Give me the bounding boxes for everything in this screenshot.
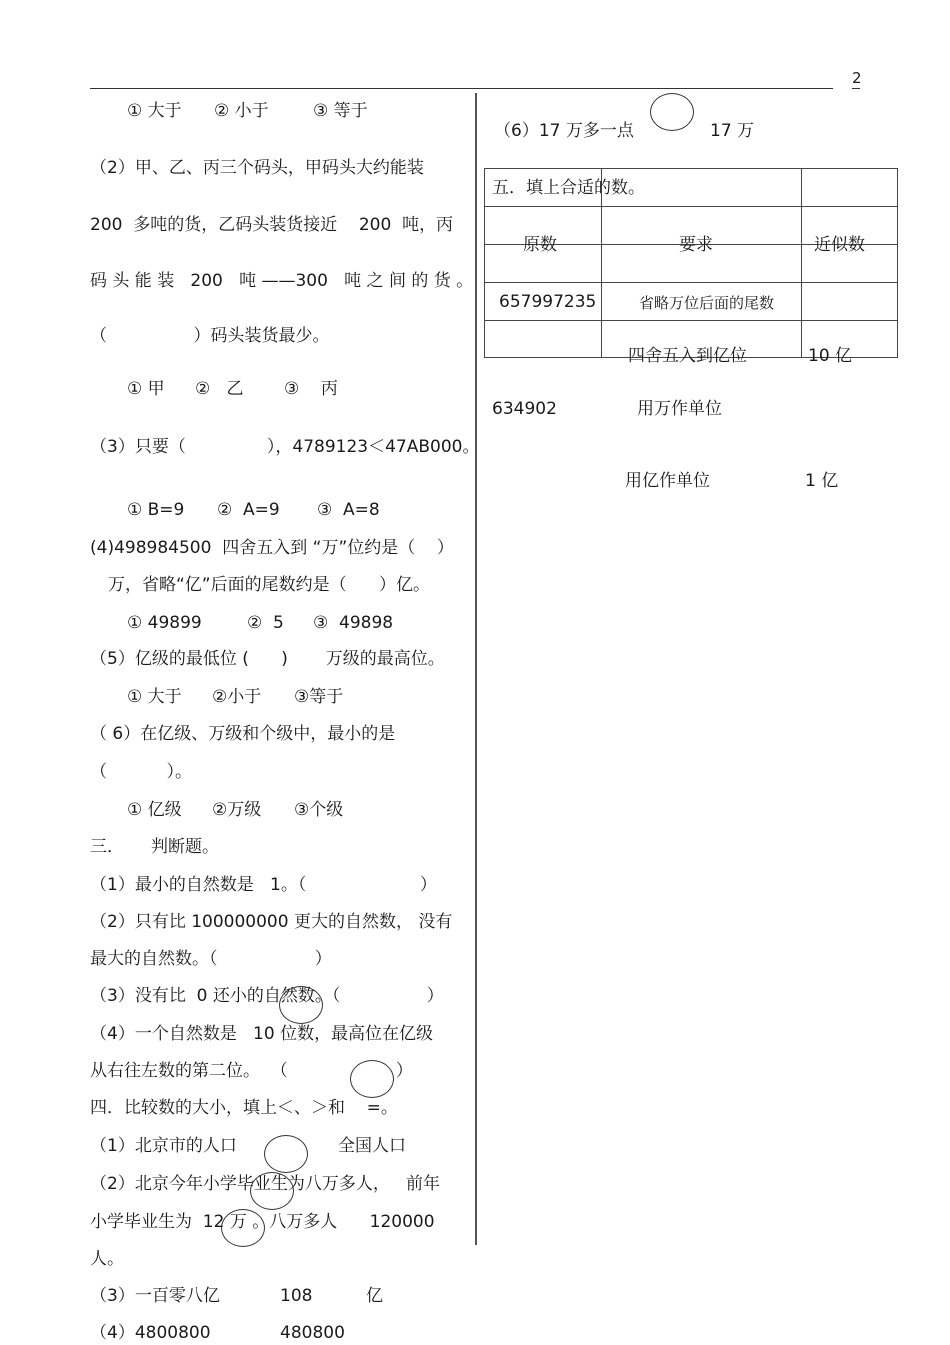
table-header-original: 原数	[523, 235, 557, 255]
table-cell-requirement: 四舍五入到亿位	[628, 346, 747, 366]
table-header-approx: 近似数	[814, 235, 865, 255]
q6-option-3: ③个级	[294, 800, 344, 820]
q1-option-1: ① 大于	[127, 101, 182, 121]
answer-circle[interactable]	[250, 1172, 294, 1210]
q1-option-2: ② 小于	[214, 101, 269, 121]
compare-3-mid: 108	[280, 1286, 313, 1306]
answer-circle[interactable]	[650, 93, 694, 131]
answer-circle[interactable]	[264, 1135, 308, 1173]
page-number-underline	[852, 88, 860, 89]
compare-4-left: （4）4800800	[90, 1323, 211, 1343]
q2-option-1: ① 甲	[127, 379, 165, 399]
q6-option-2: ②万级	[212, 800, 262, 820]
judge-4-line-1: （4）一个自然数是 10 位数，最高位在亿级	[90, 1024, 434, 1044]
compare-4-right: 480800	[280, 1323, 345, 1343]
table-rule	[484, 282, 898, 283]
compare-2-line-1: （2）北京今年小学毕业生为八万多人， 前年	[90, 1174, 441, 1194]
judge-4-line-2: 从右往左数的第二位。 （ ）	[90, 1061, 413, 1081]
header-rule	[90, 88, 833, 89]
compare-2-line-2: 小学毕业生为 12 万 。八万多人 120000	[90, 1212, 435, 1232]
q6-right-left: （6）17 万多一点	[494, 121, 634, 141]
q3-option-1: ① B=9	[127, 500, 185, 520]
section-5-title: 五．填上合适的数。	[492, 178, 645, 198]
table-rule	[897, 168, 898, 358]
q6-line-2: （ ）。	[90, 762, 192, 782]
compare-3-left: （3）一百零八亿	[90, 1286, 220, 1306]
judge-1: （1）最小的自然数是 1。（ ）	[90, 875, 437, 895]
q4-line-2: 万，省略“亿”后面的尾数约是（ ）亿。	[108, 575, 431, 595]
table-cell-approx: 1 亿	[805, 471, 839, 491]
q2-line-4: （ ）码头装货最少。	[90, 326, 330, 346]
table-rule	[801, 168, 802, 358]
table-header-requirement: 要求	[679, 235, 713, 255]
table-cell-original: 657997235	[499, 292, 597, 312]
q6-option-1: ① 亿级	[127, 800, 182, 820]
table-cell-original: 634902	[492, 399, 557, 419]
q1-option-3: ③ 等于	[313, 101, 368, 121]
section-3-title: 三． 判断题。	[90, 837, 220, 857]
table-rule	[484, 320, 898, 321]
table-cell-requirement: 省略万位后面的尾数	[639, 294, 775, 312]
q2-line-3: 码 头 能 装 200 吨 ——300 吨 之 间 的 货 。	[90, 271, 474, 291]
q4-option-1: ① 49899	[127, 613, 202, 633]
q4-option-3: ③ 49898	[313, 613, 394, 633]
compare-1-right: 全国人口	[338, 1136, 406, 1156]
compare-2-line-3: 人。	[90, 1249, 124, 1269]
judge-2-line-1: （2）只有比 100000000 更大的自然数， 没有	[90, 912, 453, 932]
judge-3: （3）没有比 0 还小的自然数。（ ）	[90, 986, 444, 1006]
q5-option-2: ②小于	[212, 687, 262, 707]
q3-option-2: ② A=9	[217, 500, 280, 520]
table-cell-requirement: 用万作单位	[637, 399, 722, 419]
q5-option-1: ① 大于	[127, 687, 182, 707]
q6-right-right: 17 万	[710, 121, 755, 141]
compare-1-left: （1）北京市的人口	[90, 1136, 237, 1156]
q5-option-3: ③等于	[294, 687, 344, 707]
table-rule	[484, 168, 485, 358]
q4-option-2: ② 5	[247, 613, 284, 633]
section-4-title: 四．比较数的大小，填上＜、＞和 =。	[90, 1098, 398, 1118]
table-cell-approx: 10 亿	[808, 346, 853, 366]
q2-option-3: ③ 丙	[284, 379, 338, 399]
q3-option-3: ③ A=8	[317, 500, 380, 520]
page-number: 2	[852, 69, 862, 87]
q2-line-2: 200 多吨的货，乙码头装货接近 200 吨，丙	[90, 215, 454, 235]
q3-line-1: （3）只要（ ），4789123＜47AB000。	[90, 437, 480, 457]
table-rule	[484, 168, 898, 169]
q2-line-1: （2）甲、乙、丙三个码头，甲码头大约能装	[90, 158, 424, 178]
answer-circle[interactable]	[350, 1060, 394, 1098]
answer-circle[interactable]	[221, 1209, 265, 1247]
q4-line-1: (4)498984500 四舍五入到 “万”位约是（ ）	[90, 538, 454, 558]
column-divider	[475, 93, 477, 1245]
q2-option-2: ② 乙	[195, 379, 244, 399]
table-cell-requirement: 用亿作单位	[625, 471, 710, 491]
judge-2-line-2: 最大的自然数。（ ）	[90, 949, 332, 969]
table-rule	[484, 206, 898, 207]
compare-3-right: 亿	[366, 1286, 383, 1306]
q6-line-1: （ 6）在亿级、万级和个级中，最小的是	[90, 724, 396, 744]
answer-circle[interactable]	[279, 986, 323, 1024]
q5-line-1: （5）亿级的最低位 ( ) 万级的最高位。	[90, 649, 445, 669]
